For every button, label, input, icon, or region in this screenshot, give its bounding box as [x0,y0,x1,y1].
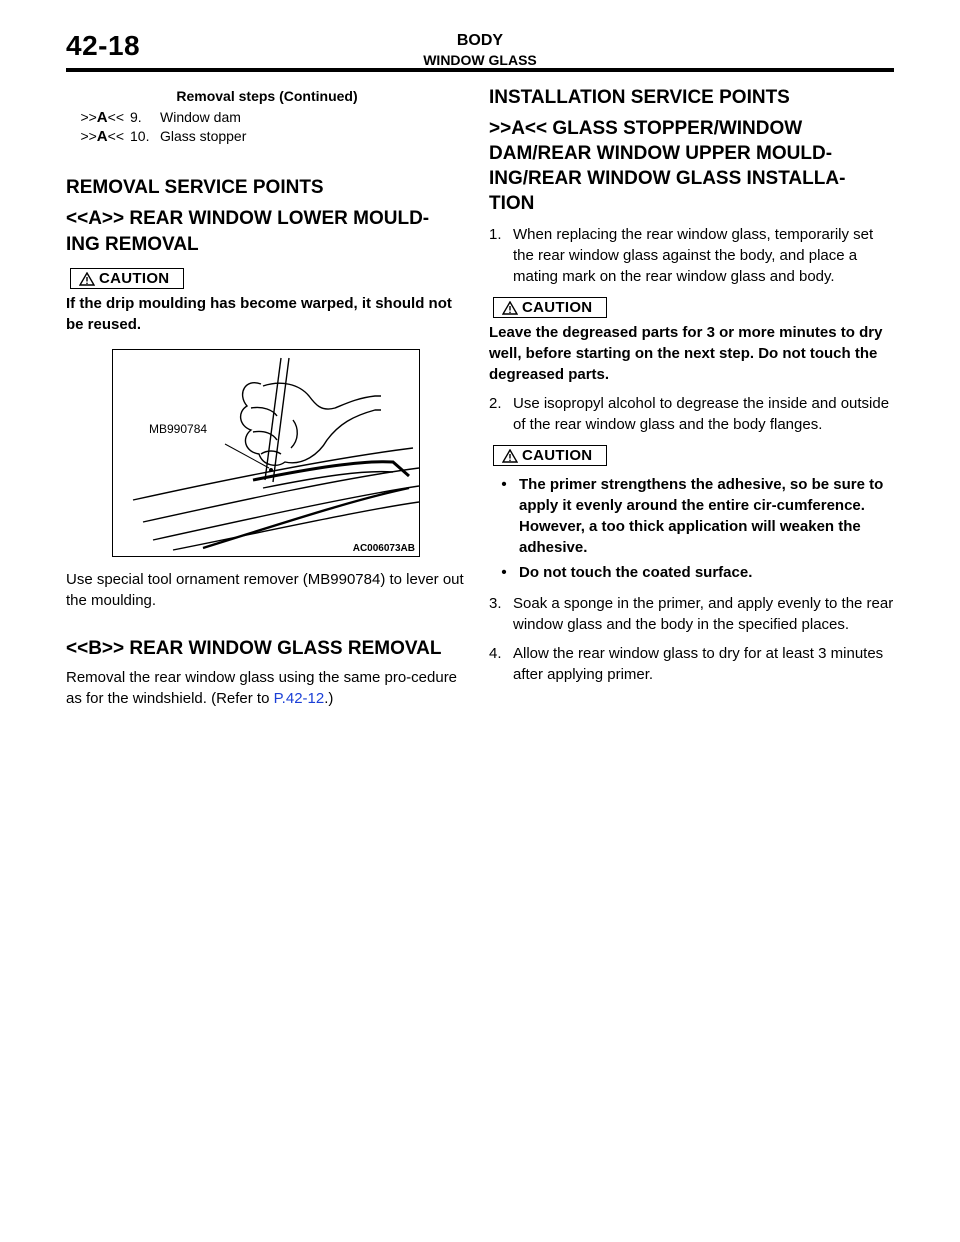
caution-box [70,268,184,289]
removal-section-title: REMOVAL SERVICE POINTS [66,177,324,198]
paragraph: Use special tool ornament remover (MB990784) to lever out the moulding. [66,571,464,609]
page-reference-link[interactable]: P.42-12 [273,690,325,707]
figure-id: AC006073AB [352,543,415,554]
page-number: 42-18 [66,30,141,61]
step-text: Soak a sponge in the primer, and apply evenly to the rear window glass and the body in the specified places. [513,595,894,633]
caution-bullet [489,474,894,558]
left-column [66,84,468,709]
right-column [489,84,894,685]
bullet-dot: • [501,564,507,581]
step-number: 1. [489,226,502,243]
procedure-step [489,393,894,435]
removal-step-row [66,108,468,127]
warning-icon [502,301,518,315]
tool-callout-label: MB990784 [149,422,208,436]
bullet-text: The primer strengthens the adhesive, so be sure to apply it evenly around the entire cir-cumference. However, a too thick application will weaken the adhesive. [519,476,884,556]
procedure-step [489,224,894,287]
removal-step-row [66,127,468,146]
header-rule [66,68,894,72]
caution-box [493,297,607,318]
warning-icon [502,449,518,463]
installation-section-title: INSTALLATION SERVICE POINTS [489,87,790,108]
installation-subsection-title: >>A<< GLASS STOPPER/WINDOW DAM/REAR WINDOW UPPER MOULD- ING/REAR WINDOW GLASS INSTALLA- TION [489,118,846,214]
step-number: 3. [489,595,502,612]
step-mark: >>A<< [80,109,124,126]
chapter-title: BODY [456,32,504,49]
step-number: 10. [130,128,150,144]
step-text: Glass stopper [160,128,247,144]
step-text: Allow the rear window glass to dry for at least 3 minutes after applying primer. [513,645,884,683]
caution-label: CAUTION [522,447,593,464]
warning-icon [79,272,95,286]
step-text: Use isopropyl alcohol to degrease the inside and outside of the rear window glass and the body flanges. [513,395,890,433]
page-header [66,30,894,72]
caution-text: Leave the degreased parts for 3 or more minutes to dry well, before starting on the next step. Do not touch the degreased parts. [489,324,883,383]
caution-label: CAUTION [99,270,170,287]
moulding-removal-figure [112,349,420,557]
moulding-illustration [113,350,419,556]
step-mark: >>A<< [80,128,124,145]
caution-label: CAUTION [522,299,593,316]
caution-box [493,445,607,466]
caution-text: If the drip moulding has become warped, it should not be reused. [66,295,452,333]
caution-bullet [489,562,894,583]
bullet-text: Do not touch the coated surface. [519,564,753,581]
removal-steps-caption: Removal steps (Continued) [176,88,358,104]
step-text: Window dam [160,109,241,125]
step-number: 2. [489,395,502,412]
procedure-step [489,643,894,685]
subsection-a-title: <<A>> REAR WINDOW LOWER MOULD- ING REMOVAL [66,208,430,255]
step-text: When replacing the rear window glass, temporarily set the rear window glass against the body, and place a mating mark on the rear window glass and body. [513,226,874,285]
step-number: 9. [130,109,142,125]
paragraph: Removal the rear window glass using the same pro-cedure as for the windshield. (Refer to P.42-12.) [66,669,458,707]
subsection-b-title: <<B>> REAR WINDOW GLASS REMOVAL [66,638,442,659]
procedure-step [489,593,894,635]
section-subtitle: WINDOW GLASS [423,52,537,68]
bullet-dot: • [501,476,507,493]
step-number: 4. [489,645,502,662]
